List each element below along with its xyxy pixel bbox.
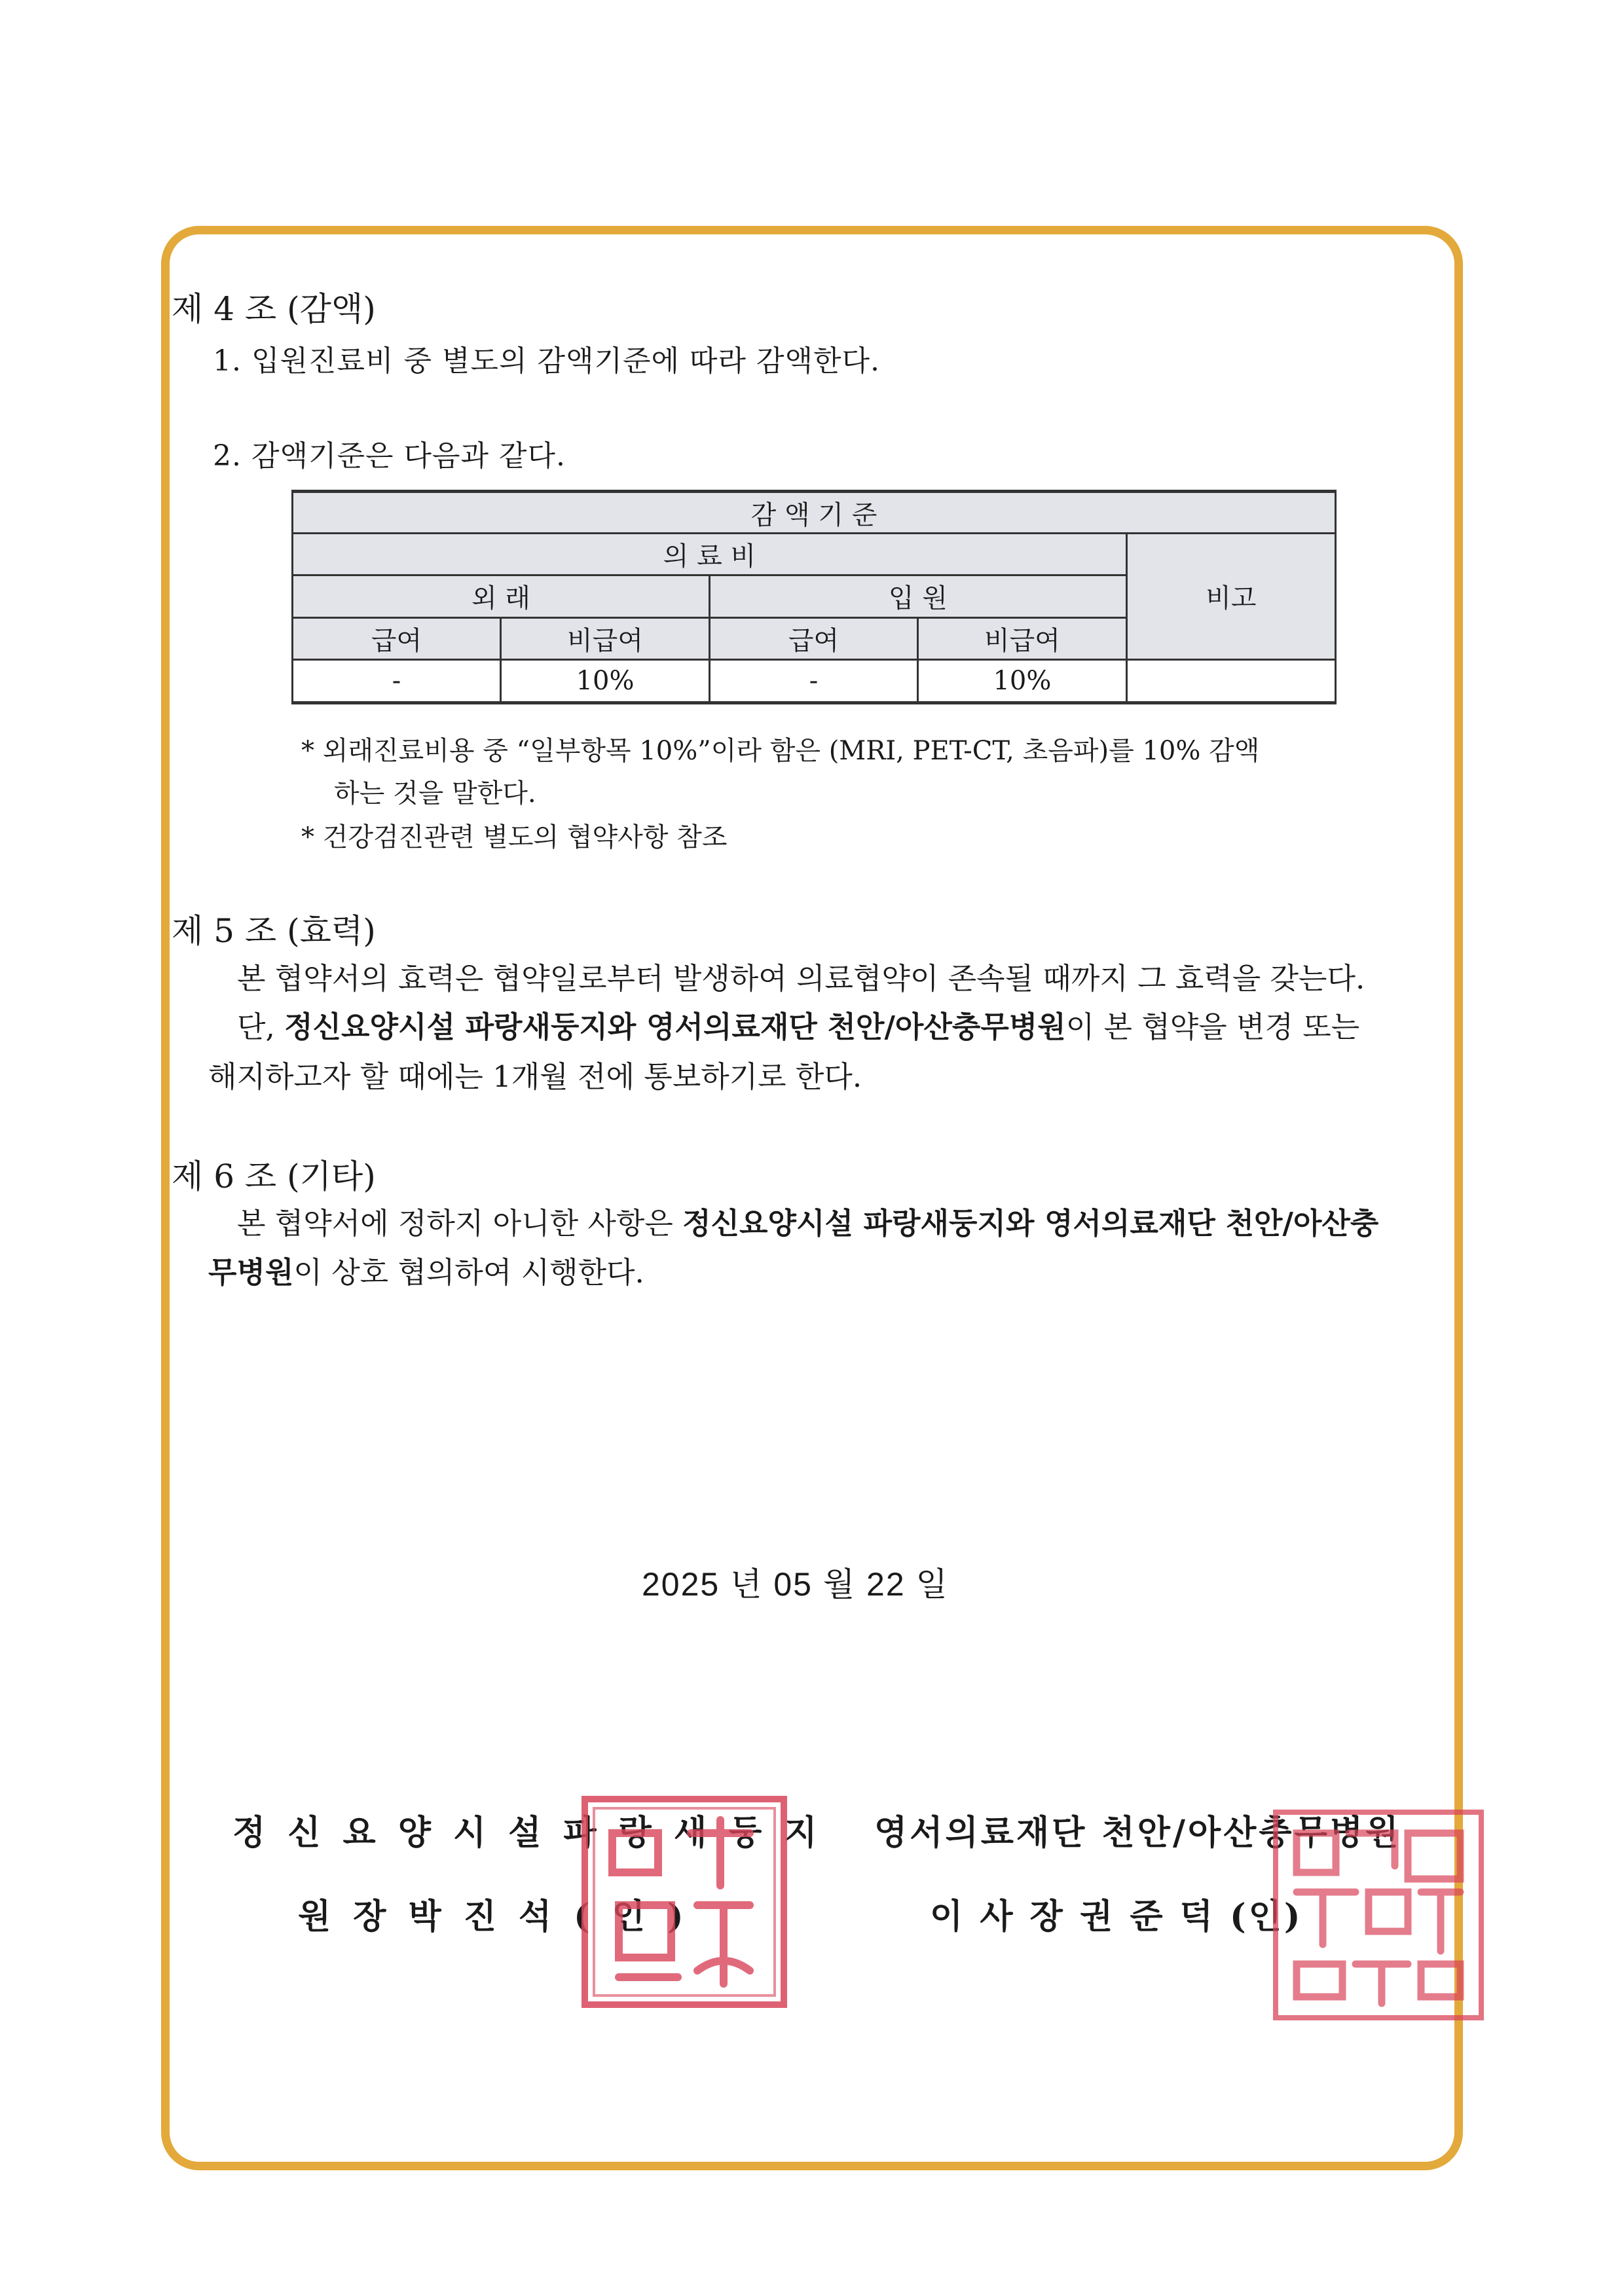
article4-item2: 2. 감액기준은 다음과 같다. — [213, 439, 566, 473]
table-outpatient-noncovered: 비급여 — [501, 617, 710, 659]
reduction-standard-table — [291, 490, 1337, 704]
table-cell — [1126, 659, 1335, 702]
table-outpatient-covered: 급여 — [293, 617, 501, 659]
left-official-seal-icon — [580, 1794, 789, 2010]
note-1: * 외래진료비용 중 “일부항목 10%”이라 함은 (MRI, PET-CT, 초음파)를 10% 감액 — [301, 736, 1260, 766]
table-remarks-header: 비고 — [1126, 534, 1335, 660]
table-inpatient-covered: 급여 — [709, 617, 917, 659]
article5-line2: 단, 정신요양시설 파랑새둥지와 영서의료재단 천안/아산충무병원이 본 협약을 변경 또는 — [237, 1010, 1360, 1044]
article6-line2: 무병원이 상호 협의하여 시행한다. — [208, 1255, 644, 1290]
article6-heading: 제 6 조 (기타) — [172, 1157, 376, 1195]
article6-line1: 본 협약서에 정하지 아니한 사항은 정신요양시설 파랑새둥지와 영서의료재단 천안/아산충 — [237, 1206, 1379, 1241]
note-1-cont: 하는 것을 말한다. — [334, 778, 536, 809]
right-signatory-person: 이 사 장 권 준 덕 (인) — [930, 1897, 1303, 1937]
table-cell: 10% — [918, 659, 1127, 702]
right-official-seal-icon — [1270, 1807, 1486, 2023]
table-outpatient-header: 외 래 — [293, 575, 710, 617]
article4-heading: 제 4 조 (감액) — [172, 290, 376, 328]
table-group-medical-cost: 의 료 비 — [293, 534, 1127, 575]
table-inpatient-noncovered: 비급여 — [918, 617, 1127, 659]
table-inpatient-header: 입 원 — [709, 575, 1126, 617]
left-signatory-org: 정신요양시설파랑새둥지 — [232, 1813, 840, 1853]
table-cell: 10% — [501, 659, 710, 702]
right-signatory-org: 영서의료재단 천안/아산충무병원 — [874, 1813, 1401, 1853]
article5-line3: 해지하고자 할 때에는 1개월 전에 통보하기로 한다. — [208, 1059, 862, 1094]
article4-item1: 1. 입원진료비 중 별도의 감액기준에 따라 감액한다. — [213, 344, 880, 378]
agreement-date: 2025 년 05 월 22 일 — [642, 1566, 949, 1603]
left-signatory-person: 원장박진석(인) — [298, 1897, 706, 1937]
table-cell: - — [709, 659, 917, 702]
article5-line1: 본 협약서의 효력은 협약일로부터 발생하여 의료협약이 존속될 때까지 그 효력을 갖는다. — [237, 961, 1365, 996]
table-cell: - — [293, 659, 501, 702]
article5-heading: 제 5 조 (효력) — [172, 912, 376, 950]
table-title: 감 액 기 준 — [293, 492, 1336, 534]
note-2: * 건강검진관련 별도의 협약사항 참조 — [301, 822, 728, 852]
